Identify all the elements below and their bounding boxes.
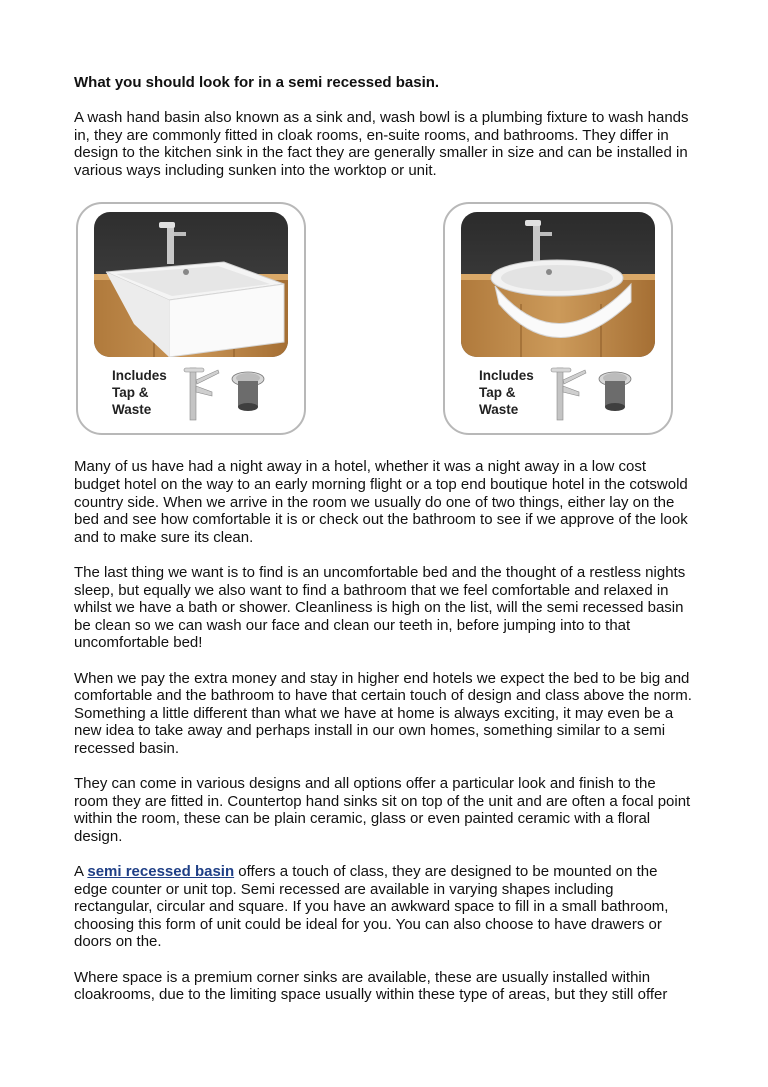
designs-paragraph: They can come in various designs and all options offer a particular look and finish to the room they are fitted in. Countertop hand sinks sit on top of the unit and are often a focal point within the room, these can be plain ceramic, glass or even painted ceramic with a floral design. — [74, 775, 691, 845]
tap-icon — [545, 364, 589, 422]
higher-end-paragraph: When we pay the extra money and stay in higher end hotels we expect the bed to be big and comfortable and the bathroom to have that certain touch of design and class above the norm. Something a little different than what we have at home is always exciting, it may even be a new idea to take away and perhaps install in our own homes, something similar to a semi recessed basin. — [74, 669, 692, 757]
cleanliness-paragraph: The last thing we want is to find is an uncomfortable bed and the thought of a restless nights sleep, but equally we also want to find a bathroom that we feel comfortable and relaxed in whilst we have a bath or shower. Cleanliness is high on the list, will the semi recessed basin be clean so we can wash our face and clean our teeth in, before jumping into to that uncomfortable bed! — [74, 563, 686, 652]
intro-paragraph: A wash hand basin also known as a sink and, wash bowl is a plumbing fixture to wash hands in, they are commonly fitted in cloak rooms, en-suite rooms, and bathrooms. They differ in design to the kitchen sink in the fact they are generally smaller in size and can be installed in various ways including sunken into the worktop or unit. — [74, 109, 689, 179]
semi-recessed-paragraph: A semi recessed basin offers a touch of class, they are designed to be mounted on the edge counter or unit top. Semi recessed are available in varying shapes including rectangular, circular and square. If you have an awkward space to fill in a small bathroom, choosing this form of unit could be ideal for you. You can also choose to have drawers or doors on the. — [74, 863, 669, 951]
hotel-paragraph: Many of us have had a night away in a hotel, whether it was a night away in a low cost budget hotel on the way to an early morning flight or a top end boutique hotel in the cotswold country side. When we arrive in the room we usually do one of two things, either lay on the bed and see how comfortable it is or check out the bathroom to see if we approve of the look and to make sure its clean. — [74, 458, 688, 546]
waste-plug-icon — [228, 369, 268, 419]
round-basin-card — [443, 202, 673, 435]
tap-icon — [178, 364, 222, 422]
waste-plug-icon — [595, 369, 635, 419]
square-basin-photo — [94, 212, 288, 357]
corner-sinks-paragraph: Where space is a premium corner sinks are available, these are usually installed within cloakrooms, due to the limiting space usually within these type of areas, but they still offer — [74, 968, 668, 1004]
round-basin-photo — [461, 212, 655, 357]
square-basin-card — [76, 202, 306, 435]
product-images — [74, 202, 694, 435]
semi-recessed-basin-link[interactable]: semi recessed basin — [87, 863, 235, 881]
document-title: What you should look for in a semi recessed basin. — [74, 74, 440, 91]
square-basin-caption: Includes Tap & Waste — [112, 368, 167, 418]
round-basin-caption: Includes Tap & Waste — [479, 368, 534, 418]
document-page — [74, 74, 694, 1021]
